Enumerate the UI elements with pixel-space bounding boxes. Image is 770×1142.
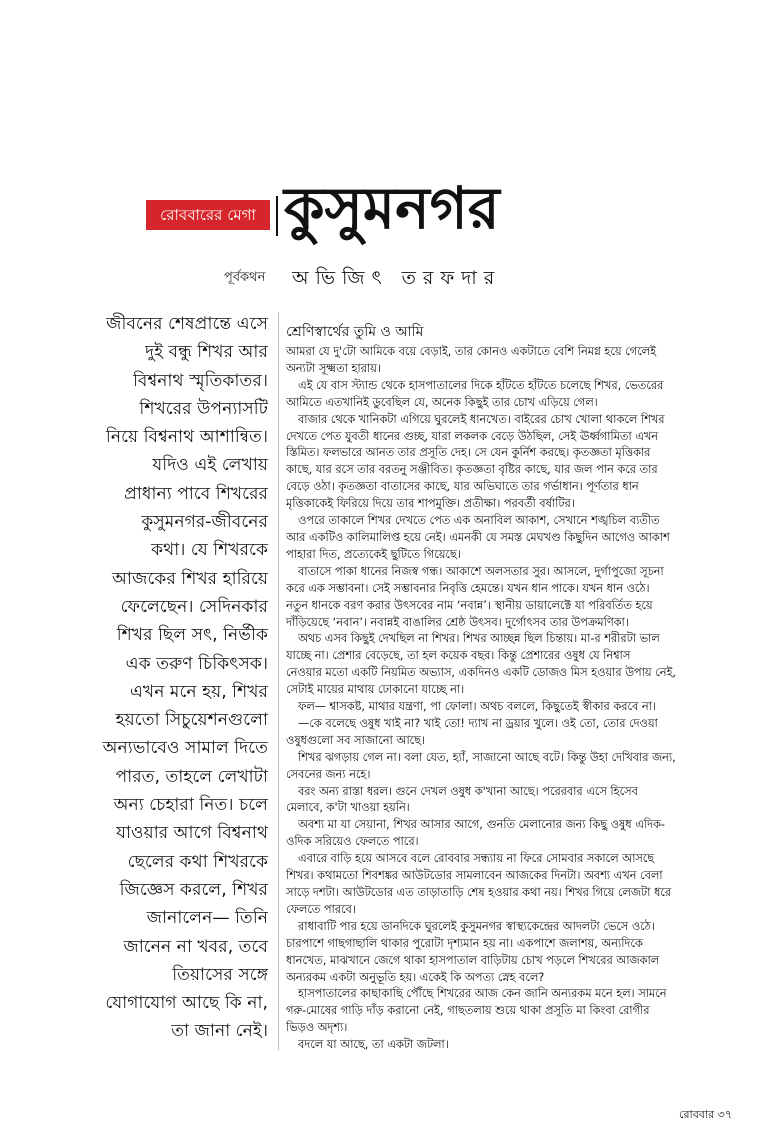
synopsis-line: যাওয়ার আগে বিশ্বনাথ [116, 823, 268, 844]
synopsis-line: নিয়ে বিশ্বনাথ আশান্বিত। [105, 427, 268, 448]
body-line: নেওয়ার মতো একটি নিয়মিত অভ্যাস, একদিনও একটি ডোজও মিস হওয়ার উপায় নেই, [286, 666, 676, 680]
body-line: বদলে যা আছে, তা একটা জটলা। [298, 1038, 449, 1052]
body-line: সেবনের জন্য নহে। [286, 767, 371, 781]
body-line: হাসপাতালের কাছাকাছি পৌঁছে শিখরের আজ কেন জানি অন্যরকম মনে হল। সামনে [298, 987, 667, 1001]
story-title: কুসুমনগর [284, 174, 500, 242]
story-body [286, 344, 718, 1054]
body-line: বাতাসে পাকা ধানের নিজস্ব গন্ধ। আকাশে অলসতার সুর। আসলে, দুর্গাপুজো সূচনা [298, 564, 664, 578]
body-line: মৃত্তিকাকেই ফিরিয়ে দিয়ে তার শাপমুক্তি। প্রতীক্ষা। পরবর্তী বর্ষাটির। [286, 497, 575, 511]
synopsis-line: কথা। যে শিখরকে [151, 540, 268, 561]
body-line: অন্যরকম একটা অনুভূতি হয়। একেই কি অপত্য স্নেহ বলে? [286, 970, 545, 984]
body-line: ধানখেত, মাঝখানে জেগে থাকা হাসপাতাল বাড়িটায় চোখ পড়লে শিখরের আজকাল [286, 953, 660, 967]
body-line: স্তিমিত। ফলভারে আনত তার প্রসূতি দেহ। সে যেন কুর্নিশ করছে। কৃতজ্ঞতা মৃত্তিকার [286, 446, 651, 460]
body-line: অবশ্য মা যা সেয়ানা, শিখর আসার আগে, গুনতি মেলানোর জন্য কিছু ওষুধ এদিক- [298, 818, 665, 832]
body-line: অথচ এসব কিছুই দেখছিল না শিখর। শিখর আচ্ছন্ন ছিল চিন্তায়। মা-র শরীরটা ভাল [298, 632, 660, 646]
synopsis-line: ছেলের কথা শিখরকে [127, 851, 268, 872]
synopsis-line: অন্য চেহারা নিত। চলে [113, 795, 268, 816]
body-line: এবারে বাড়ি হয়ে আসবে বলে রোববার সন্ধ্যায় না ফিরে সোমবার সকালে আসছে [298, 852, 655, 866]
author-name: অভিজিৎ তরফদার [292, 267, 502, 289]
body-line: বেড়ে ওঠা। কৃতজ্ঞতা বাতাসের কাছে, যার অভিঘাতে তার গর্ভাধান। পূর্ণতার ধান [286, 480, 639, 494]
synopsis-line: এখন মনে হয়, শিখর [129, 681, 268, 702]
body-line: এই যে বাস স্ট্যান্ড থেকে হাসপাতালের দিকে হাঁটতে হাঁটতে চলেছে শিখর, ভেতরের [298, 378, 664, 392]
synopsis-line: পারত, তাহলে লেখাটা [115, 766, 268, 787]
body-line: সাড়ে দশটা। আউটডোর এত তাড়াতাড়ি শেষ হওয়ার কথা নয়। শিখর গিয়ে লেজটা ধরে [286, 886, 672, 899]
body-line: বাজার থেকে খানিকটা এগিয়ে ঘুরলেই ধানখেত। বাইরের চোখ খোলা থাকলে শিখর [298, 412, 665, 426]
section-badge: রোববারের মেগা [146, 200, 270, 230]
synopsis-column [60, 310, 268, 1046]
body-line: শিখর। কথামতো শিবশঙ্কর আউটডোর সামলাবেন আজকের দিনটা। অবশ্য এখন বেলা [286, 869, 663, 883]
body-line: অন্যটা সূক্ষ্মতা হারায়। [286, 361, 381, 375]
synopsis-line: অন্যভাবেও সামাল দিতে [102, 738, 268, 759]
synopsis-line: তা জানা নেই। [171, 1021, 268, 1042]
body-line: দাঁড়িয়েছে ‘নবান’। নবান্নই বাঙালির শ্রেষ্ঠ উৎসব। দুর্গোৎসব তার উপক্রমণিকা। [286, 615, 629, 629]
column-divider [278, 312, 279, 1050]
body-line: —কে বলেছে ওষুধ খাই না? খাই তো! দ্যাখ না ড্রয়ার খুলে। ওই তো, তোর দেওয়া [298, 716, 658, 730]
synopsis-line: যদিও এই লেখায় [152, 455, 268, 476]
synopsis-line: দুই বন্ধু শিখর আর [145, 342, 268, 363]
body-line: করে এক সম্ভাবনা। সেই সম্ভাবনার নিবৃত্তি হেমন্তে। যখন ধান পাকে। যখন ধান ওঠে। [286, 581, 650, 595]
body-line: মেলাবে, ক'টা খাওয়া হয়নি। [286, 801, 410, 815]
body-line: রাধাবাটি পার হয়ে ডানদিকে ঘুরলেই কুসুমনগর স্বাস্থ্যকেন্দ্রের আদলটা ভেসে ওঠে। [298, 919, 655, 933]
body-line: ভিড়ও অদৃশ্য। [286, 1021, 348, 1035]
body-line: দেখতে পেত যুবতী ধানের গুচ্ছ, যারা লকলক বেড়ে উঠছিল, সেই ঊর্ধ্বগামিতা এখন [286, 429, 659, 443]
body-line: ফেলতে পারবে। [286, 902, 356, 916]
synopsis-line: যোগাযোগ আছে কি না, [105, 993, 268, 1014]
synopsis-line: শিখর ছিল সৎ, নির্ভীক [116, 625, 268, 646]
synopsis-line: কুসুমনগর-জীবনের [141, 512, 268, 533]
synopsis-line: প্রাধান্য পাবে শিখরের [124, 483, 268, 504]
previously-label: পূর্বকথন [224, 270, 266, 285]
body-line: গরু-মোষের গাড়ি দাঁড় করানো নেই, গাছতলায় শুয়ে থাকা প্রসূতি মা কিংবা রোগীর [286, 1004, 650, 1018]
body-line: শিখর ঝগড়ায় গেল না। বলা যেত, হ্যাঁ, সাজানো আছে বটে। কিন্তু উহা দেখিবার জন্য, [298, 750, 676, 764]
body-line: সেটাই মায়ের মাথায় ঢোকানো যাচ্ছে না। [286, 683, 465, 697]
body-line: আর একটিও কালিমালিপ্ত হয়ে নেই। এমনকী যে সমস্ত মেঘখণ্ড কিছুদিন আগেও আকাশ [286, 530, 670, 544]
synopsis-line: আজকের শিখর হারিয়ে [112, 568, 268, 589]
body-line: কাছে, যার রসে তার বরতনু সঞ্জীবিত। কৃতজ্ঞতা বৃষ্টির কাছে, যার জল পান করে তার [286, 463, 658, 477]
body-line: আমিতে এতখানিই ডুবেছিল যে, অনেক কিছুই তার চোখ এড়িয়ে গেল। [286, 395, 598, 409]
page-folio: রোববার ৩৭ [679, 1108, 732, 1121]
synopsis-line: হয়তো সিচুয়েশনগুলো [115, 710, 268, 731]
synopsis-line: এক তরুণ চিকিৎসক। [125, 653, 268, 674]
synopsis-line: জানেন না খবর, তবে [123, 936, 268, 957]
synopsis-line: বিশ্বনাথ স্মৃতিকাতর। [132, 370, 268, 391]
title-divider [276, 196, 278, 236]
section-heading: শ্রেণিস্বার্থের তুমি ও আমি [286, 324, 424, 340]
synopsis-line: তিয়াসের সঙ্গে [172, 964, 268, 985]
body-line: বরং অন্য রাস্তা ধরল। গুনে দেখল ওষুধ ক'খানা আছে। পরেরবার এসে হিসেব [298, 784, 638, 798]
body-line: ওদিক সরিয়েও ফেলতে পারে। [286, 835, 419, 849]
synopsis-line: জীবনের শেষপ্রান্তে এসে [106, 314, 268, 334]
body-line: ওষুধগুলো সব সাজানো আছে। [286, 733, 425, 747]
body-line: ওপরে তাকালে শিখর দেখতে পেত এক অনাবিল আকাশ, সেখানে শঙ্খচিল ব্যতীত [298, 514, 660, 528]
body-line: পাহারা দিত, প্রত্যেকেই ছুটিতে গিয়েছে। [286, 547, 461, 561]
body-line: চারপাশে গাছগাছালি থাকার পুরোটা দৃশ্যমান হয় না। একপাশে জলাশয়, অন্যদিকে [286, 936, 643, 950]
body-line: নতুন ধানকে বরণ করার উৎসবের নাম ‘নবান্ন’। স্থানীয় ডায়ালেক্টে যা পরিবর্তিত হয়ে [286, 598, 653, 612]
synopsis-line: জিজ্ঞেস করলে, শিখর [119, 879, 268, 900]
body-line: যাচ্ছে না। প্রেশার বেড়েছে, তা হল কয়েক বছর। কিন্তু প্রেশারের ওষুধ যে নিশ্বাস [286, 649, 631, 663]
synopsis-line: জানালেন— তিনি [146, 908, 268, 929]
body-line: ফল— শ্বাসকষ্ট, মাথার যন্ত্রণা, পা ফোলা। অথচ বললে, কিছুতেই স্বীকার করবে না। [298, 700, 656, 714]
synopsis-line: ফেলেছেন। সেদিনকার [120, 596, 268, 617]
body-line: আমরা যে দু'টো আমিকে বয়ে বেড়াই, তার কোনও একটাতে বেশি নিমগ্ন হয়ে গেলেই [286, 345, 656, 358]
synopsis-line: শিখরের উপন্যাসটি [139, 398, 268, 419]
